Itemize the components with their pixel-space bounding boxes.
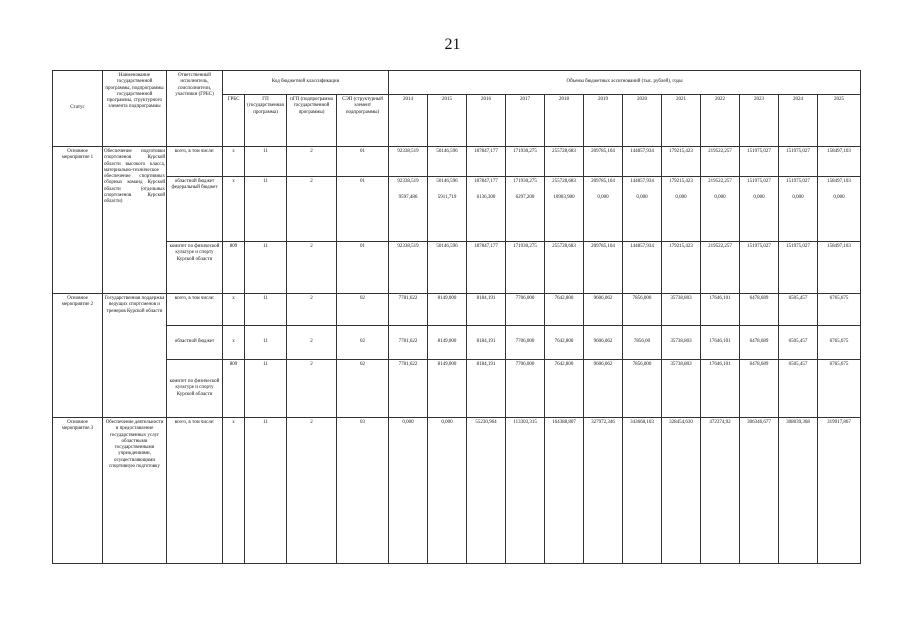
header-grbs: ГРБС: [223, 95, 245, 147]
row-gp: 11: [245, 242, 287, 294]
value-cell: 219522,257: [701, 242, 740, 294]
header-year: 2017: [506, 95, 545, 147]
header-year: 2024: [779, 95, 818, 147]
value-cell: 7642,800: [545, 326, 584, 360]
row-gp: 11: [245, 360, 287, 418]
value-cell: 8149,000: [428, 294, 467, 326]
value-cell: 7781,622: [389, 326, 428, 360]
value-federal: 0,000: [597, 195, 609, 201]
value-cell: 171930,275: [506, 147, 545, 177]
row-gp: 11: [245, 147, 287, 177]
header-budget-code: Код бюджетной классификации: [223, 71, 389, 95]
value-cell: 50146,596: [428, 242, 467, 294]
value-federal: 9597,486: [398, 195, 418, 201]
row-gp: 11: [245, 294, 287, 326]
value-cell: 0,000: [389, 418, 428, 564]
row-program-name: Обеспечение деятельности и предоставление государственных услуг областными государственными учреждениями, осуществляющими спортивную подготовку: [103, 418, 167, 564]
value-cell: [467, 177, 506, 242]
value-cell: 7781,622: [389, 294, 428, 326]
value-regional: 50146,596: [436, 179, 458, 184]
row-pgp: 2: [287, 360, 337, 418]
value-cell: [428, 177, 467, 242]
header-year: 2018: [545, 95, 584, 147]
row-pgp: 2: [287, 294, 337, 326]
value-federal: 0,000: [792, 195, 804, 201]
value-cell: 306346,677: [740, 418, 779, 564]
table-row: [53, 360, 861, 418]
value-regional: 151975,027: [786, 179, 810, 184]
value-regional: 187847,177: [474, 179, 498, 184]
row-status: Основное мероприятие 2: [53, 294, 103, 418]
value-cell: 144857,934: [623, 242, 662, 294]
value-cell: 7706,000: [506, 294, 545, 326]
value-regional: 158497,103: [827, 179, 851, 184]
value-cell: 6478,689: [740, 294, 779, 326]
row-grbs: x: [223, 294, 245, 326]
value-regional: 179215,423: [669, 179, 693, 184]
row-pgp: 2: [287, 147, 337, 177]
header-row-1: [53, 71, 861, 95]
row-program-name: Государственная поддержка ведущих спортсменов и тренеров Курской области: [103, 294, 167, 418]
value-cell: 0,000: [428, 418, 467, 564]
value-cell: 7856,000: [623, 360, 662, 418]
row-sep: 02: [337, 326, 389, 360]
value-cell: [818, 177, 861, 242]
budget-table: [52, 70, 861, 564]
value-cell: 219522,257: [701, 147, 740, 177]
value-cell: 6505,457: [779, 294, 818, 326]
value-cell: 209785,164: [584, 147, 623, 177]
value-cell: 17646,101: [701, 360, 740, 418]
value-cell: 7706,000: [506, 360, 545, 418]
row-sep: 01: [337, 177, 389, 242]
header-status: Статус: [53, 71, 103, 147]
value-federal: 6297,200: [515, 195, 535, 201]
header-year: 2019: [584, 95, 623, 147]
value-cell: 343668,103: [623, 418, 662, 564]
row-grbs: 809: [223, 360, 245, 418]
value-cell: 8149,000: [428, 360, 467, 418]
value-regional: 255728,683: [552, 179, 576, 184]
row-gp: 11: [245, 326, 287, 360]
row-grbs: x: [223, 147, 245, 177]
value-cell: [623, 177, 662, 242]
value-cell: 8184,191: [467, 360, 506, 418]
value-cell: 35738,803: [662, 326, 701, 360]
row-sep: 02: [337, 294, 389, 326]
header-year: 2021: [662, 95, 701, 147]
value-cell: 9606,062: [584, 360, 623, 418]
value-regional: 209785,164: [591, 179, 615, 184]
value-federal: 0,000: [753, 195, 765, 201]
value-cell: 113303,315: [506, 418, 545, 564]
row-gp: 11: [245, 418, 287, 564]
value-cell: 319917,867: [818, 418, 861, 564]
table-row: [53, 418, 861, 564]
value-cell: 7706,000: [506, 326, 545, 360]
row-status: Основное мероприятие 3: [53, 418, 103, 564]
value-cell: 9606,062: [584, 294, 623, 326]
value-cell: 151975,027: [779, 147, 818, 177]
row-grbs: x: [223, 177, 245, 242]
value-cell: 50146,596: [428, 147, 467, 177]
row-sep: 02: [337, 360, 389, 418]
header-year: 2016: [467, 95, 506, 147]
header-year: 2014: [389, 95, 428, 147]
value-cell: [740, 177, 779, 242]
row-sep: 01: [337, 147, 389, 177]
value-cell: [701, 177, 740, 242]
header-year: 2020: [623, 95, 662, 147]
header-pgp: пГП (подпрограмма государственной программы): [287, 95, 337, 147]
value-cell: 151975,027: [740, 242, 779, 294]
value-federal: 0,000: [636, 195, 648, 201]
row-pgp: 2: [287, 242, 337, 294]
row-sep: 03: [337, 418, 389, 564]
value-cell: 151975,027: [779, 242, 818, 294]
value-cell: 55230,964: [467, 418, 506, 564]
table-row: [53, 177, 861, 242]
value-cell: 187847,177: [467, 147, 506, 177]
table-row: [53, 294, 861, 326]
row-grbs: x: [223, 326, 245, 360]
value-cell: 6765,675: [818, 360, 861, 418]
value-regional: 92338,519: [397, 179, 419, 184]
value-regional: 171930,275: [513, 179, 537, 184]
value-cell: 179215,423: [662, 242, 701, 294]
value-cell: 209785,164: [584, 242, 623, 294]
header-sep: СЭП (структурный элемент подпрограммы): [337, 95, 389, 147]
row-program-name: Обеспечение подготовки спортсменов Курской области высокого класса, материально-техническое обеспечение спортивных сборных команд Курской области (отдельных спортсменов Курской области): [103, 147, 167, 294]
value-cell: 171930,275: [506, 242, 545, 294]
value-cell: 6478,689: [740, 326, 779, 360]
value-federal: 0,000: [833, 195, 845, 201]
header-year: 2015: [428, 95, 467, 147]
value-cell: [506, 177, 545, 242]
value-cell: 179215,423: [662, 147, 701, 177]
value-cell: 92338,519: [389, 242, 428, 294]
value-cell: 472374,92: [701, 418, 740, 564]
value-federal: 6136,300: [476, 195, 496, 201]
value-cell: 6765,675: [818, 326, 861, 360]
header-year: 2025: [818, 95, 861, 147]
value-cell: 35738,803: [662, 360, 701, 418]
value-cell: 8149,000: [428, 326, 467, 360]
value-cell: 7642,800: [545, 294, 584, 326]
value-cell: 7781,622: [389, 360, 428, 418]
value-cell: 8184,191: [467, 294, 506, 326]
row-grbs: x: [223, 418, 245, 564]
header-volumes: Объемы бюджетных ассигнований (тыс. рублей), годы: [389, 71, 861, 95]
value-regional: 219522,257: [708, 179, 732, 184]
value-cell: [545, 177, 584, 242]
value-cell: 151975,027: [740, 147, 779, 177]
value-cell: 164388,807: [545, 418, 584, 564]
value-cell: [779, 177, 818, 242]
value-cell: 255728,683: [545, 242, 584, 294]
row-status: Основное мероприятие 1: [53, 147, 103, 294]
value-federal: 0,000: [675, 195, 687, 201]
header-year: 2023: [740, 95, 779, 147]
value-regional: 144857,934: [630, 179, 654, 184]
row-gp: 11: [245, 177, 287, 242]
value-cell: [584, 177, 623, 242]
row-executor: комитет по физической культуре и спорту Курской области: [167, 242, 223, 294]
value-cell: 6478,689: [740, 360, 779, 418]
value-cell: 144857,934: [623, 147, 662, 177]
value-cell: 17646,101: [701, 326, 740, 360]
row-executor: комитет по физической культуре и спорту Курской области: [167, 360, 223, 418]
row-pgp: 2: [287, 326, 337, 360]
row-pgp: 2: [287, 418, 337, 564]
row-executor: всего, в том числе:: [167, 418, 223, 564]
value-cell: 328454,630: [662, 418, 701, 564]
row-executor: всего, в том числе:: [167, 294, 223, 326]
row-pgp: 2: [287, 177, 337, 242]
row-executor: всего, в том числе:: [167, 147, 223, 177]
value-cell: 7642,800: [545, 360, 584, 418]
executor-regional: областной бюджет: [174, 179, 215, 184]
value-cell: 255728,683: [545, 147, 584, 177]
header-year: 2022: [701, 95, 740, 147]
value-cell: 17646,101: [701, 294, 740, 326]
value-federal: 0,000: [714, 195, 726, 201]
value-cell: 158497,103: [818, 147, 861, 177]
value-cell: 7856,000: [623, 294, 662, 326]
value-cell: 8184,191: [467, 326, 506, 360]
value-cell: 9606,062: [584, 326, 623, 360]
table-row: [53, 242, 861, 294]
value-federal: 5911,719: [437, 195, 457, 201]
value-regional: 151975,027: [747, 179, 771, 184]
value-cell: 6505,457: [779, 360, 818, 418]
row-executor: областной бюджет: [167, 326, 223, 360]
value-cell: [662, 177, 701, 242]
row-grbs: 809: [223, 242, 245, 294]
value-cell: 187847,177: [467, 242, 506, 294]
table-row: [53, 326, 861, 360]
value-cell: 35738,803: [662, 294, 701, 326]
value-cell: 308039,368: [779, 418, 818, 564]
value-cell: 6765,675: [818, 294, 861, 326]
table-row: [53, 147, 861, 177]
header-program-name: Наименование государственной программы, подпрограммы государственной программы, структурного элемента подпрограммы: [103, 71, 167, 147]
value-federal: 10903,900: [553, 195, 575, 201]
row-executor: [167, 177, 223, 242]
executor-federal: федеральный бюджет: [171, 185, 218, 191]
value-cell: 7856,00: [623, 326, 662, 360]
value-cell: 158497,103: [818, 242, 861, 294]
row-sep: 01: [337, 242, 389, 294]
value-cell: 327972,346: [584, 418, 623, 564]
value-cell: 92338,519: [389, 147, 428, 177]
page-number: 21: [444, 36, 461, 53]
header-executor: Ответственный исполнитель, соисполнители, участники (ГРБС): [167, 71, 223, 147]
header-gp: ГП (государственная программа): [245, 95, 287, 147]
value-cell: 6505,457: [779, 326, 818, 360]
value-cell: [389, 177, 428, 242]
